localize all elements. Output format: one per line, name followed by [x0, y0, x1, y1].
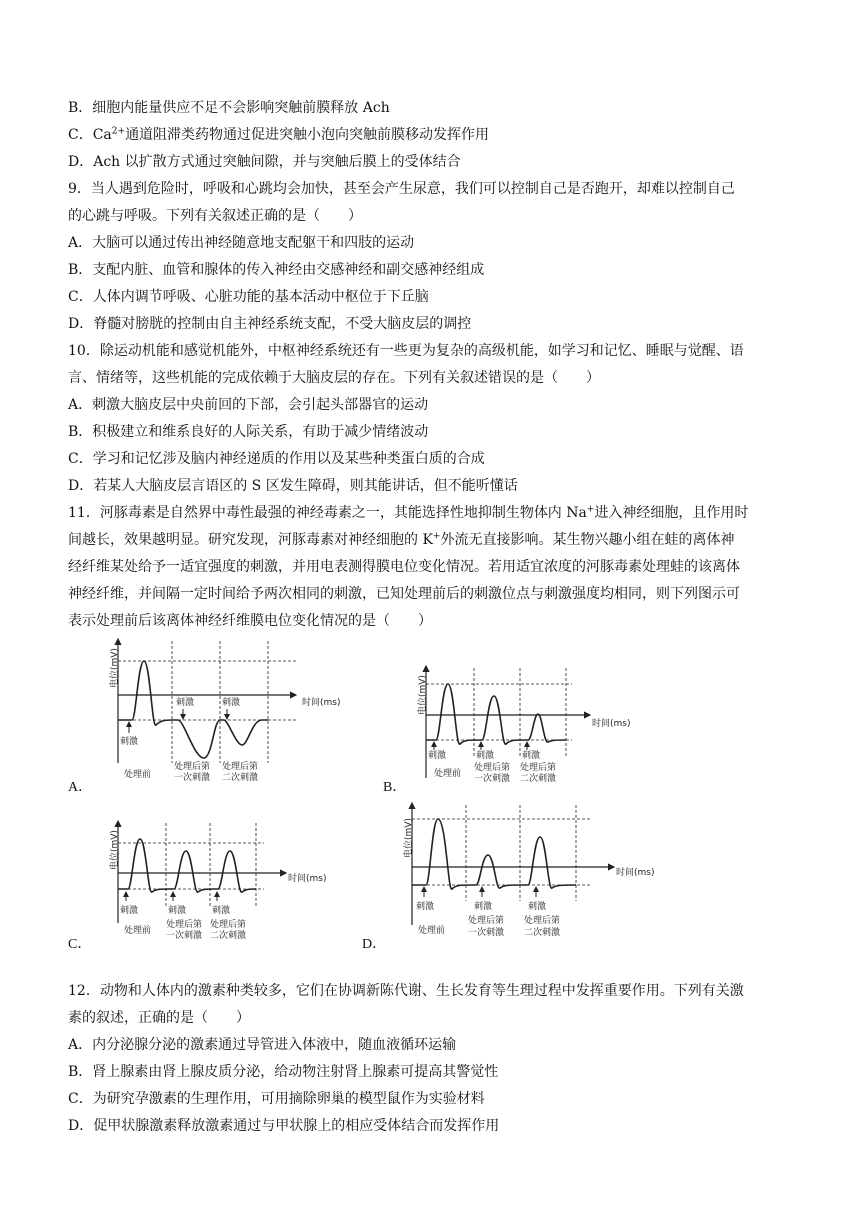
- after2-label: 处理后第: [520, 763, 557, 773]
- before-label: 处理前: [434, 769, 462, 779]
- y-axis-label: 电位(mV): [418, 675, 428, 715]
- after1-label: 一次刺激: [474, 774, 511, 784]
- membrane-potential-curve: [412, 819, 576, 889]
- q8-option-d: D．Ach 以扩散方式通过突触间隙，并与突触后膜上的受体结合: [68, 154, 461, 170]
- q8-option-c: C．$Ca^{2+}$通道阻滞类药物通过促进突触小泡向突触前膜移动发挥作用: [68, 126, 490, 143]
- after2-label: 二次刺激: [222, 773, 259, 783]
- q10-option-b: B．积极建立和维系良好的人际关系，有助于减少情绪波动: [68, 424, 429, 440]
- after2-label: 处理后第: [222, 762, 259, 772]
- x-axis-label: 时间(ms): [592, 719, 631, 729]
- q11-label-a: A．: [68, 780, 93, 795]
- q8-option-b: B．细胞内能量供应不足不会影响突触前膜释放 Ach: [68, 100, 390, 116]
- graph-d: [390, 797, 660, 947]
- graph-a: [96, 633, 346, 785]
- stim-label: 刺激: [428, 751, 447, 761]
- after2-label: 二次刺激: [524, 928, 561, 938]
- after1-label: 处理后第: [474, 763, 511, 773]
- q12-option-a: A．内分泌腺分泌的激素通过导管进入体液中，随血液循环运输: [68, 1037, 457, 1053]
- q10-option-d: D．若某人大脑皮层言语区的 S 区发生障碍，则其能讲话，但不能听懂话: [68, 478, 518, 494]
- stim-label: 刺激: [474, 902, 493, 912]
- after2-label: 二次刺激: [520, 774, 557, 784]
- q12-option-c: C．为研究孕激素的生理作用，可用摘除卵巢的模型鼠作为实验材料: [68, 1091, 485, 1107]
- graph-c: [96, 815, 346, 945]
- after1-label: 一次刺激: [166, 931, 203, 941]
- q9-option-c: C．人体内调节呼吸、心脏功能的基本活动中枢位于下丘脑: [68, 289, 429, 305]
- stim-label: 刺激: [528, 902, 547, 912]
- q9-stem-line2: 的心跳与呼吸。下列有关叙述正确的是（ ）: [68, 208, 362, 224]
- membrane-potential-curve: [426, 684, 566, 744]
- q12-option-b: B．肾上腺素由肾上腺皮质分泌，给动物注射肾上腺素可提高其警觉性: [68, 1064, 499, 1080]
- q11-label-b: B．: [383, 780, 407, 795]
- before-label: 处理前: [418, 926, 446, 936]
- q10-option-c: C．学习和记忆涉及脑内神经递质的作用以及某些种类蛋白质的合成: [68, 451, 485, 467]
- q10-stem-line2: 言、情绪等，这些机能的完成依赖于大脑皮层的存在。下列有关叙述错误的是（ ）: [68, 370, 600, 386]
- q12-stem-line1: 12．动物和人体内的激素种类较多，它们在协调新陈代谢、生长发育等生理过程中发挥重要作用。下列有关激: [68, 983, 744, 999]
- stim-label: 刺激: [168, 906, 187, 916]
- before-label: 处理前: [124, 926, 152, 936]
- stim-label: 刺激: [476, 751, 495, 761]
- before-label: 处理前: [124, 770, 152, 780]
- after2-label: 处理后第: [210, 920, 247, 930]
- stim-label: 刺激: [522, 751, 541, 761]
- y-axis-label: 电位(mV): [110, 830, 120, 870]
- q12-option-d: D．促甲状腺激素释放激素通过与甲状腺上的相应受体结合而发挥作用: [68, 1118, 500, 1134]
- stim-label: 刺激: [120, 737, 139, 747]
- membrane-potential-curve: [118, 839, 256, 892]
- y-axis-label: 电位(mV): [404, 818, 414, 858]
- q11-stem-line1: 11．河豚毒素是自然界中毒性最强的神经毒素之一，其能选择性地抑制生物体内 Na+进入神经细胞，且作用时: [68, 504, 749, 521]
- stim-label: 刺激: [120, 906, 139, 916]
- q9-option-a: A．大脑可以通过传出神经随意地支配躯干和四肢的运动: [68, 235, 415, 251]
- q12-stem-line2: 素的叙述，正确的是（ ）: [68, 1010, 250, 1026]
- stim-label: 刺激: [176, 698, 195, 708]
- stim-label: 刺激: [212, 906, 231, 916]
- after1-label: 一次刺激: [174, 773, 211, 783]
- after2-label: 二次刺激: [210, 931, 247, 941]
- q11-stem-line5: 表示处理前后该离体神经纤维膜电位变化情况的是（ ）: [68, 613, 432, 629]
- q11-stem-line3: 经纤维某处给予一适宜强度的刺激，并用电表测得膜电位变化情况。若用适宜浓度的河豚毒素处理蛙的该离体: [68, 559, 740, 575]
- q11-stem-line4: 神经纤维，并间隔一定时间给予两次相同的刺激，已知处理前后的刺激位点与刺激强度均相同，则下列图示可: [68, 586, 740, 602]
- stim-label: 刺激: [416, 902, 435, 912]
- q11-stem-line2: 间越长，效果越明显。研究发现，河豚毒素对神经细胞的 K+外流无直接影响。某生物兴趣小组在蛙的离体神: [68, 531, 735, 548]
- x-axis-label: 时间(ms): [616, 868, 655, 878]
- q9-option-d: D．脊髓对膀胱的控制由自主神经系统支配，不受大脑皮层的调控: [68, 316, 472, 332]
- after2-label: 处理后第: [524, 916, 561, 926]
- y-axis-label: 电位(mV): [110, 648, 120, 688]
- membrane-potential-curve: [118, 661, 268, 758]
- after1-label: 处理后第: [174, 762, 211, 772]
- q11-label-d: D．: [362, 937, 387, 952]
- graph-b: [404, 660, 644, 788]
- stim-label: 刺激: [222, 698, 241, 708]
- q11-label-c: C．: [68, 937, 92, 952]
- after1-label: 处理后第: [166, 920, 203, 930]
- after1-label: 处理后第: [468, 916, 505, 926]
- after1-label: 一次刺激: [468, 928, 505, 938]
- q10-option-a: A．刺激大脑皮层中央前回的下部，会引起头部器官的运动: [68, 397, 429, 413]
- q9-option-b: B．支配内脏、血管和腺体的传入神经由交感神经和副交感神经组成: [68, 262, 485, 278]
- x-axis-label: 时间(ms): [302, 698, 341, 708]
- x-axis-label: 时间(ms): [288, 874, 327, 884]
- q9-stem-line1: 9．当人遇到危险时，呼吸和心跳均会加快，甚至会产生尿意，我们可以控制自己是否跑开，却难以控制自己: [68, 181, 735, 197]
- q10-stem-line1: 10．除运动机能和感觉机能外，中枢神经系统还有一些更为复杂的高级机能，如学习和记忆、睡眠与觉醒、语: [68, 343, 744, 359]
